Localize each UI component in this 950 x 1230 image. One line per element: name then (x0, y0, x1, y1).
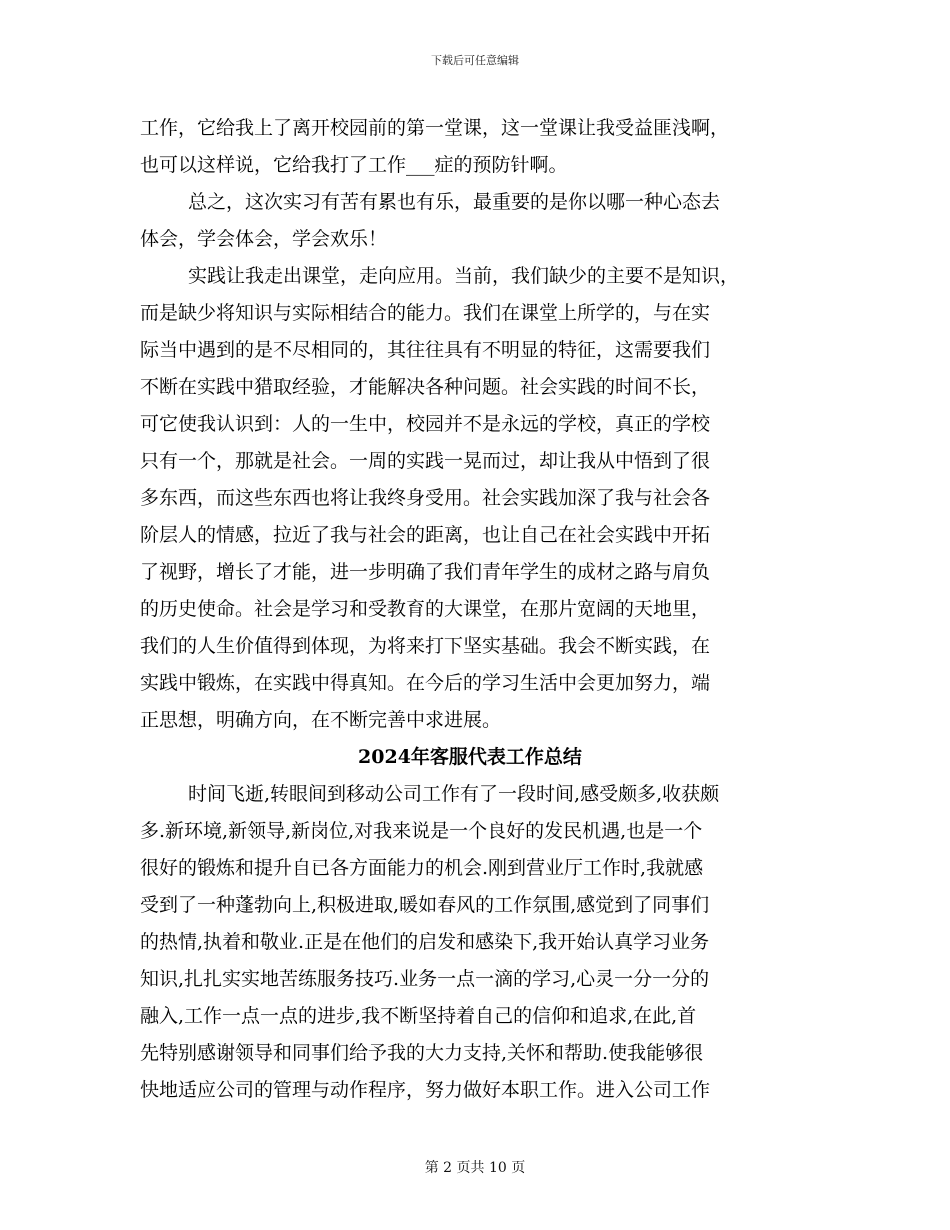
text-line: 实践中锻炼，在实践中得真知。在今后的学习生活中会更加努力，端 (140, 672, 711, 694)
text-line: 快地适应公司的管理与动作程序，努力做好本职工作。进入公司工作 (140, 1079, 711, 1101)
text-line: 融入,工作一点一点的进步,我不断坚持着自己的信仰和追求,在此,首 (140, 1005, 697, 1027)
text-line: 先特别感谢领导和同事们给予我的大力支持,关怀和帮助.使我能够很 (140, 1042, 704, 1064)
document-body (140, 110, 800, 1109)
text-line: 很好的锻炼和提升自已各方面能力的机会.刚到营业厅工作时,我就感 (140, 857, 704, 879)
text-line: 不断在实践中猎取经验，才能解决各种问题。社会实践的时间不长， (140, 376, 711, 398)
text-line: 而是缺少将知识与实际相结合的能力。我们在课堂上所学的，与在实 (140, 302, 711, 324)
text-line: 我们的人生价值得到体现，为将来打下坚实基础。我会不断实践，在 (140, 635, 711, 657)
page-footer: 第 2 页共 10 页 (424, 1160, 526, 1176)
text-line: 的热情,执着和敬业.正是在他们的启发和感染下,我开始认真学习业务 (140, 931, 710, 953)
text-line: 了视野，增长了才能，进一步明确了我们青年学生的成材之路与肩负 (140, 561, 711, 583)
text-line: 体会，学会体会，学会欢乐！ (140, 228, 388, 250)
text-line: 工作，它给我上了离开校园前的第一堂课，这一堂课让我受益匪浅啊， (140, 117, 730, 139)
section-title: 2024年客服代表工作总结 (358, 746, 582, 768)
text-line: 阶层人的情感，拉近了我与社会的距离，也让自己在社会实践中开拓 (140, 524, 711, 546)
text-line: 知识,扎扎实实地苦练服务技巧.业务一点一滴的学习,心灵一分一分的 (140, 968, 710, 990)
text-line: 只有一个，那就是社会。一周的实践一晃而过，却让我从中悟到了很 (140, 450, 711, 472)
text-line: 多.新环境,新领导,新岗位,对我来说是一个良好的发民机遇,也是一个 (140, 820, 703, 842)
text-line: 际当中遇到的是不尽相同的，其往往具有不明显的特征，这需要我们 (140, 339, 711, 361)
text-line: 多东西，而这些东西也将让我终身受用。社会实践加深了我与社会各 (140, 487, 711, 509)
text-line: 时间飞逝,转眼间到移动公司工作有了一段时间,感受颇多,收获颇 (188, 783, 720, 805)
text-line: 正思想，明确方向，在不断完善中求进展。 (140, 709, 502, 731)
text-line: 也可以这样说，它给我打了工作___症的预防针啊。 (140, 154, 568, 176)
text-line: 总之，这次实习有苦有累也有乐，最重要的是你以哪一种心态去 (188, 191, 721, 213)
text-line: 可它使我认识到：人的一生中，校园并不是永远的学校，真正的学校 (140, 413, 711, 435)
text-line: 受到了一种蓬勃向上,积极进取,暖如春风的工作氛围,感觉到了同事们 (140, 894, 710, 916)
page-header: 下载后可任意编辑 (431, 54, 519, 67)
text-line: 的历史使命。社会是学习和受教育的大课堂，在那片宽阔的天地里， (140, 598, 711, 620)
text-line: 实践让我走出课堂，走向应用。当前，我们缺少的主要不是知识， (188, 265, 740, 287)
